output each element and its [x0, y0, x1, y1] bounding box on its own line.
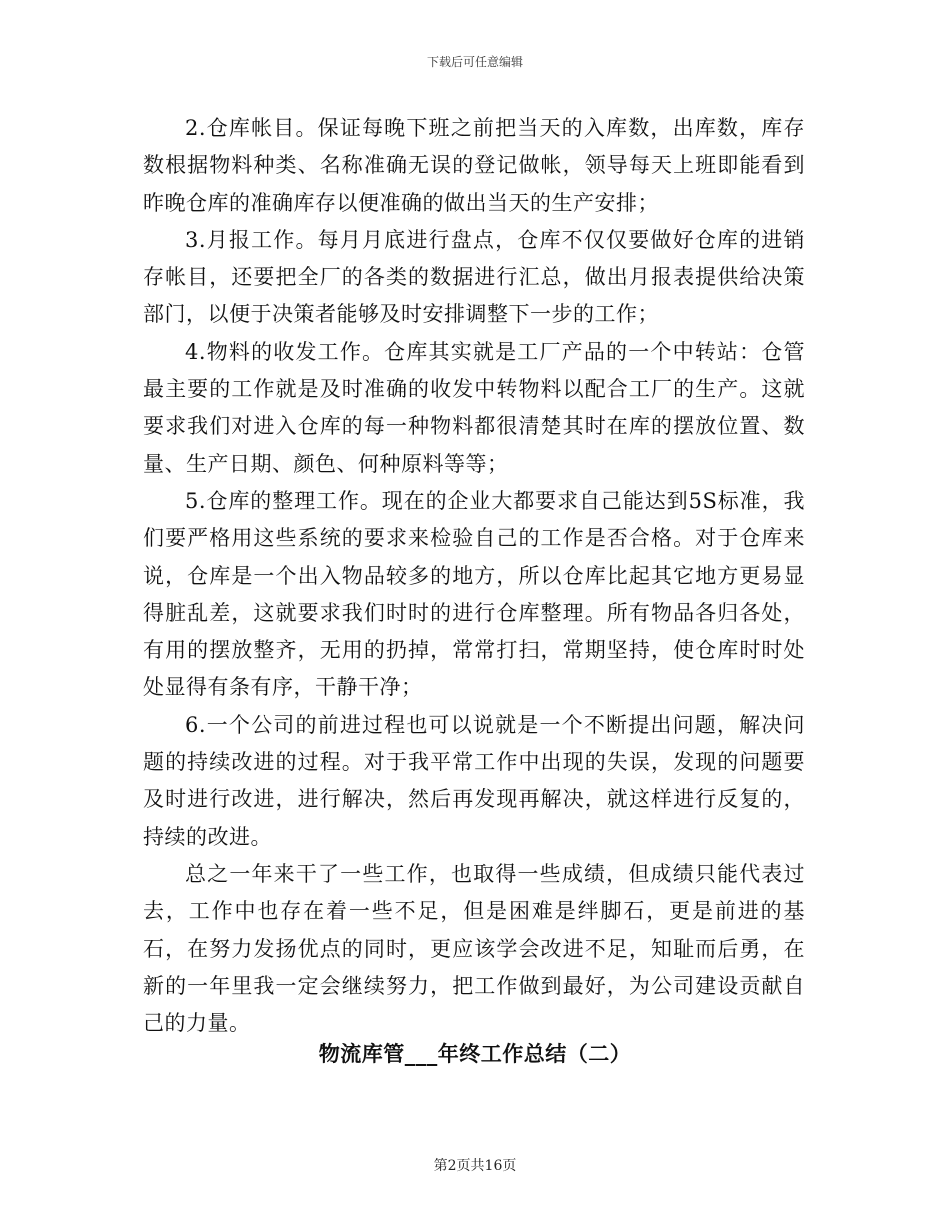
paragraph-material-dispatch: 4.物料的收发工作。仓库其实就是工厂产品的一个中转站：仓管最主要的工作就是及时准确的收发中转物料以配合工厂的生产。这就要求我们对进入仓库的每一种物料都很清楚其时在库的摆放位置、数量、生产日期、颜色、何种原料等等；: [143, 339, 805, 476]
paragraph-monthly-report: 3.月报工作。每月月底进行盘点，仓库不仅仅要做好仓库的进销存帐目，还要把全厂的各类的数据进行汇总，做出月报表提供给决策部门，以便于决策者能够及时安排调整下一步的工作；: [143, 227, 805, 327]
document-body: [143, 110, 805, 1042]
section-title: 物流库管___年终工作总结（二）: [318, 1041, 632, 1066]
paragraph-conclusion: 总之一年来干了一些工作，也取得一些成绩，但成绩只能代表过去，工作中也存在着一些不足，但是困难是绊脚石，更是前进的基石，在努力发扬优点的同时，更应该学会改进不足，知耻而后勇，在新的一年里我一定会继续努力，把工作做到最好，为公司建设贡献自己的力量。: [143, 861, 805, 1036]
page-header: 下载后可任意编辑: [426, 55, 523, 69]
paragraph-warehouse-accounts: 2.仓库帐目。保证每晚下班之前把当天的入库数，出库数，库存数根据物料种类、名称准确无误的登记做帐，领导每天上班即能看到昨晚仓库的准确库存以便准确的做出当天的生产安排；: [143, 116, 805, 215]
paragraph-continuous-improvement: 6.一个公司的前进过程也可以说就是一个不断提出问题，解决问题的持续改进的过程。对于我平常工作中出现的失误，发现的问题要及时进行改进，进行解决，然后再发现再解决，就这样进行反复的，持续的改进。: [143, 712, 805, 849]
paragraph-warehouse-organizing: 5.仓库的整理工作。现在的企业大都要求自己能达到5S标准，我们要严格用这些系统的要求来检验自己的工作是否合格。对于仓库来说，仓库是一个出入物品较多的地方，所以仓库比起其它地方更易显得脏乱差，这就要求我们时时的进行仓库整理。所有物品各归各处，有用的摆放整齐，无用的扔掉，常常打扫，常期坚持，使仓库时时处处显得有条有序，干静干净；: [143, 488, 805, 700]
page-number: 第2页共16页: [433, 1158, 517, 1174]
